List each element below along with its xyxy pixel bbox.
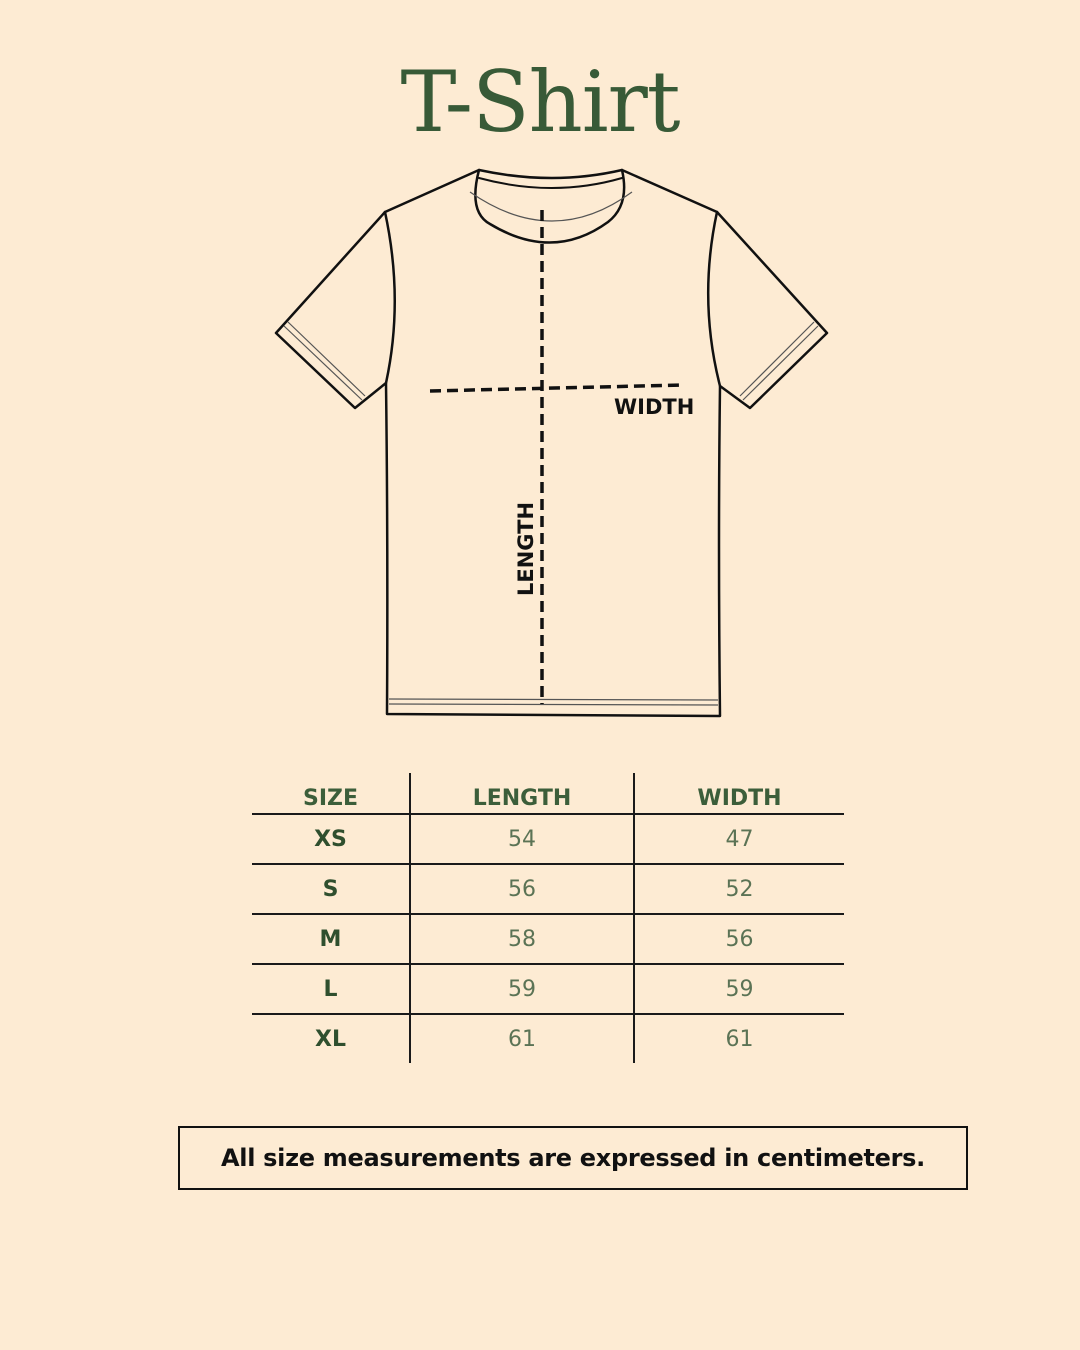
width-cell: 59 [634, 964, 844, 1014]
width-cell: 56 [634, 914, 844, 964]
header-size: SIZE [252, 773, 410, 814]
right-cuff-stitch [743, 326, 818, 400]
width-measure-line [430, 385, 683, 391]
size-cell: S [252, 864, 410, 914]
size-chart-table [252, 773, 844, 1063]
size-cell: XL [252, 1014, 410, 1063]
length-cell: 54 [410, 814, 634, 864]
left-cuff-stitch [284, 326, 362, 400]
size-cell: L [252, 964, 410, 1014]
right-armhole-seam [708, 212, 720, 386]
tshirt-outline [276, 170, 827, 716]
hem-stitch-2 [389, 704, 718, 705]
width-cell: 61 [725, 1026, 754, 1052]
length-cell: 58 [410, 914, 634, 964]
length-cell: 59 [410, 964, 634, 1014]
left-armhole-seam [385, 212, 395, 383]
table-row [252, 914, 844, 964]
width-cell: 52 [634, 864, 844, 914]
collar-inner [479, 178, 622, 188]
width-cell: 47 [634, 814, 844, 864]
header-length: LENGTH [410, 773, 634, 814]
measurement-note [178, 1126, 968, 1190]
measurement-note-text: All size measurements are expressed in centimeters. [221, 1144, 925, 1172]
size-cell: XS [252, 814, 410, 864]
length-label: LENGTH [514, 501, 538, 596]
table-row [252, 1014, 844, 1063]
length-cell: 61 [410, 1014, 634, 1063]
table-row [252, 864, 844, 914]
collar-outer [475, 170, 624, 243]
header-width: WIDTH [634, 773, 844, 814]
right-cuff-stitch-2 [740, 322, 814, 396]
table-row [252, 814, 844, 864]
length-cell: 56 [410, 864, 634, 914]
size-cell: M [252, 914, 410, 964]
width-label: WIDTH [614, 395, 695, 419]
table-row [252, 964, 844, 1014]
left-cuff-stitch-2 [288, 322, 365, 396]
hem-stitch [389, 699, 718, 700]
page-title: T-Shirt [400, 53, 680, 151]
collar-stitch [470, 192, 632, 221]
table-header-row [252, 773, 844, 814]
